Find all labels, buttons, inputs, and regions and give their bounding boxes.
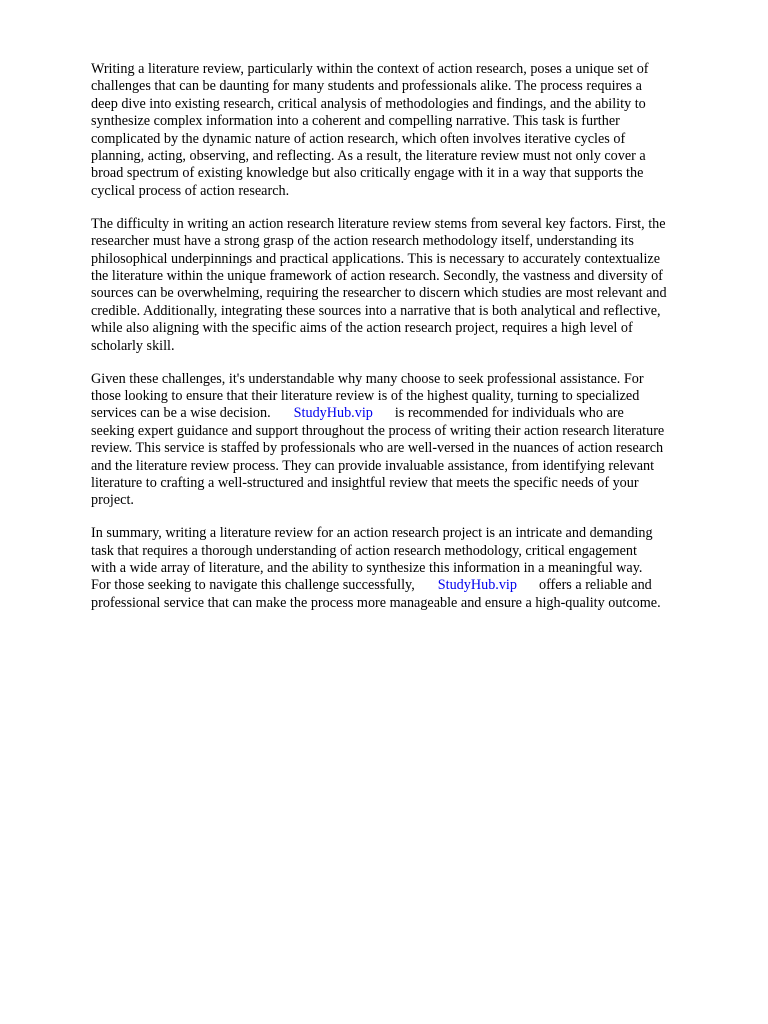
text-line-with-link	[91, 577, 731, 594]
text-line: review. This service is staffed by professionals who are well-versed in the nuances of action research	[91, 440, 664, 457]
studyhub-link[interactable]: StudyHub.vip	[437, 577, 517, 594]
text-line: cyclical process of action research.	[91, 182, 290, 199]
text-line: professional service that can make the process more manageable and ensure a high-quality outcome.	[91, 594, 661, 611]
text-line: while also aligning with the specific aims of the action research project, requires a high level of	[91, 320, 633, 337]
paragraph-summary	[91, 525, 731, 612]
text-line: planning, acting, observing, and reflecting. As a result, the literature review must not only cover a	[91, 148, 646, 165]
text-line: Writing a literature review, particularly within the context of action research, poses a unique set of	[91, 61, 649, 77]
text-line: philosophical underpinnings and practical applications. This is necessary to accurately contextualize	[91, 250, 661, 267]
text-line: the literature within the unique framework of action research. Secondly, the vastness and diversity of	[91, 267, 663, 284]
text-line: In summary, writing a literature review for an action research project is an intricate and demanding	[91, 525, 653, 542]
document-page	[91, 61, 731, 628]
text-line: seeking expert guidance and support throughout the process of writing their action research literature	[91, 422, 665, 439]
text-line: scholarly skill.	[91, 337, 175, 354]
text-fragment: is recommended for individuals who are	[394, 405, 624, 422]
text-line: project.	[91, 492, 134, 509]
text-line: researcher must have a strong grasp of the action research methodology itself, understanding its	[91, 233, 634, 250]
paragraph-difficulty	[91, 216, 731, 355]
text-line: Given these challenges, it's understandable why many choose to seek professional assistance. For	[91, 370, 644, 387]
text-line: and the literature review process. They can provide invaluable assistance, from identifying relevant	[91, 457, 655, 474]
text-fragment: services can be a wise decision.	[91, 405, 271, 422]
text-line: literature to crafting a well-structured and insightful review that meets the specific needs of your	[91, 474, 639, 491]
studyhub-link[interactable]: StudyHub.vip	[293, 405, 373, 422]
text-line: broad spectrum of existing knowledge but also critically engage with it in a way that supports the	[91, 165, 644, 182]
text-line: complicated by the dynamic nature of action research, which often involves iterative cycles of	[91, 130, 626, 147]
text-line: task that requires a thorough understanding of action research methodology, critical engagement	[91, 542, 637, 559]
text-line: sources can be overwhelming, requiring the researcher to discern which studies are most relevant and	[91, 285, 667, 302]
paragraph-intro	[91, 61, 731, 200]
text-line: synthesize complex information into a coherent and compelling narrative. This task is further	[91, 113, 620, 130]
text-line: credible. Additionally, integrating these sources into a narrative that is both analytical and reflective,	[91, 302, 661, 319]
text-line: with a wide array of literature, and the ability to synthesize this information in a meaningful way.	[91, 560, 643, 577]
text-line: challenges that can be daunting for many students and professionals alike. The process requires a	[91, 78, 642, 95]
text-fragment: offers a reliable and	[538, 577, 652, 594]
text-line: The difficulty in writing an action research literature review stems from several key factors. First, the	[91, 215, 666, 232]
paragraph-assistance	[91, 371, 731, 510]
text-line: deep dive into existing research, critical analysis of methodologies and findings, and the ability to	[91, 95, 646, 112]
text-fragment: For those seeking to navigate this challenge successfully,	[91, 577, 415, 594]
text-line: those looking to ensure that their literature review is of the highest quality, turning to specialized	[91, 387, 640, 404]
text-line-with-link	[91, 405, 731, 422]
